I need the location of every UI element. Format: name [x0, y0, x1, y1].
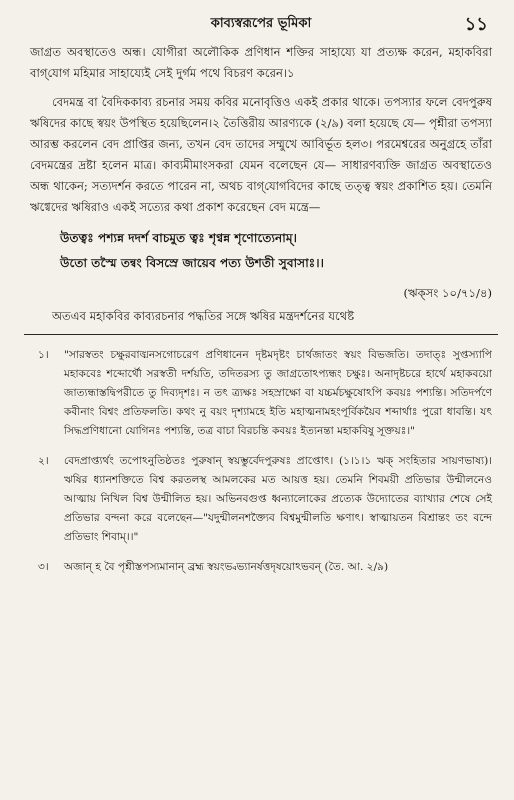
verse-line-2: উতো তস্মৈ তন্বং বিসস্রে জায়েব পত্য উশতী সুবাসাঃ।।: [60, 256, 324, 270]
body-paragraph-3: অতএব মহাকবির কাব্যরচনার পদ্ধতির সঙ্গে ঋষির মন্ত্রদর্শনের যথেষ্ট: [52, 309, 355, 323]
footnote-text: বেদপ্রাপ্ত্যর্থং তপোঽনুতিষ্ঠতঃ পুরুষান্ স্বয়ম্ভুর্বেদপুরুষঃ প্রাপ্তোৎ। (১।১।১ ঋক্ সংহিতার সায়ণভাষ্য)। ঋষির ধ্যানশক্তিতে বিশ্ব করতলস্থ আমলকের মত আয়ত্ত হয়। তেমনি শিবময়ী প্রতিভার উন্মীলনেও আত্মায় নিখিল বিশ্ব উন্মীলিত হয়। অভিনবগুপ্ত ধ্বন্যালোকের প্রত্যেক উদ্যোতের ব্যাখ্যার শেষে সেই প্রতিভার বন্দনা করে বলেছেন—"যদুন্মীলনশক্ত্যৈব বিশ্বমুন্মীলতি ক্ষণাৎ। স্বাত্মায়তন বিশ্রান্তং তং বন্দে প্রতিভাং শিবাম্।।": [64, 455, 492, 543]
page-header: [30, 6, 492, 40]
footnote-1: [38, 346, 492, 441]
running-title: কাব্যস্বরূপের ভূমিকা: [210, 16, 312, 31]
footnote-number: ১।: [38, 349, 49, 361]
footnote-divider: [24, 334, 498, 335]
verse-reference: (ঋক্‌সং ১০/৭১/৪): [403, 286, 492, 300]
footnote-text: "সারস্বতং চক্ষুরবাঙ্মনসগোচরেণ প্রণিধানেন দৃষ্টমদৃষ্টং চার্থজাতং স্বয়ং বিভজতি। তদাত্ঃ সুপ্তস্যাপি মহাকবেঃ শব্দোর্থৌ সরস্বতী দর্শয়তি, তদিতরস্য তু জাগ্রতোঽপ্যন্ধং চক্ষুঃ। অনাদৃষ্টচরে হার্থে মহাকবয়ো জাত্যন্ধাস্তদ্বিপরীতে তু দিব্যদৃশঃ। ন তৎ ত্র্যক্ষঃ সহস্রাক্ষো বা যচ্চর্মচক্ষুষোঽপি কবয়ঃ পশ্যন্তি। সতিদর্পণে কবীনাং বিশ্বং প্রতিফলতি। কথং নু বয়ং দৃশ্যামহে ইতি মহাত্মনামহংপূর্বিকয়ৈব শব্দার্থাঃ পুরো ধাবন্তি। যৎ সিদ্ধপ্রণিধানো যোগিনঃ পশ্যন্তি, তত্র বাচা বিরচন্তি কবয়ঃ ইত্যনন্তা মহাকবিষু সূক্তয়ঃ।": [64, 349, 492, 437]
body-paragraph-1: জাগ্রত অবস্থাতেও অন্ধ। যোগীরা অলৌকিক প্রণিধান শক্তির সাহায্যে যা প্রত্যক্ষ করেন, মহাকবিরা বাগ্‌যোগ মহিমার সাহায্যেই সেই দুর্গম পথে বিচরণ করেন।১: [30, 45, 492, 80]
footnote-2: [38, 452, 492, 547]
footnote-text: অজান্ হ বৈ পৃশ্নীস্তপস্যমানান্ ব্রহ্ম স্বয়ংভ্বভ্যানর্ষত্তদৃষয়োঽভবন্ (তৈ. আ. ২/৯): [64, 561, 389, 573]
body-paragraph-2: বেদমন্ত্র বা বৈদিককাব্য রচনার সময় কবির মনোবৃত্তিও একই প্রকার থাকে। তপস্যার ফলে বেদপুরুষ ঋষিদের কাছে স্বয়ং উপস্থিত হয়েছিলেন।২ তৈত্তিরীয় আরণ্যকে (২/৯) বলা হয়েছে যে— পৃশ্নীরা তপস্যা আরম্ভ করলেন বেদ প্রাপ্তির জন্য, তখন বেদ তাদের সম্মুখে আবির্ভূত হল৩। পরমেশ্বরের অনুগ্রহে তাঁরা বেদমন্ত্রের দ্রষ্টা হলেন মাত্র। কাব্যমীমাংসকরা যেমন বলেছেন যে— সাধারণব্যক্তি জাগ্রত অবস্থাতেও অন্ধ থাকেন; সত্যদর্শন করতে পারেন না, অথচ বাগ্‌যোগবিদের কাছে তত্ত্ব স্বয়ং প্রকাশিত হয়। তেমনি ঋগ্বেদের ঋষিরাও একই সত্যের কথা প্রকাশ করেছেন বেদ মন্ত্রে—: [30, 95, 492, 214]
footnote-number: ৩।: [38, 561, 49, 573]
page-number: ১১: [464, 14, 488, 35]
verse-line-1: উতত্বঃ পশ্যন্ন দদর্শ বাচমুত ত্বঃ শৃণ্বন্ন শৃণোত্যেনাম্।: [60, 231, 297, 245]
verse-block: [60, 226, 492, 276]
footnote-list: [30, 346, 492, 577]
footnote-3: [38, 558, 492, 577]
footnote-number: ২।: [38, 455, 49, 467]
